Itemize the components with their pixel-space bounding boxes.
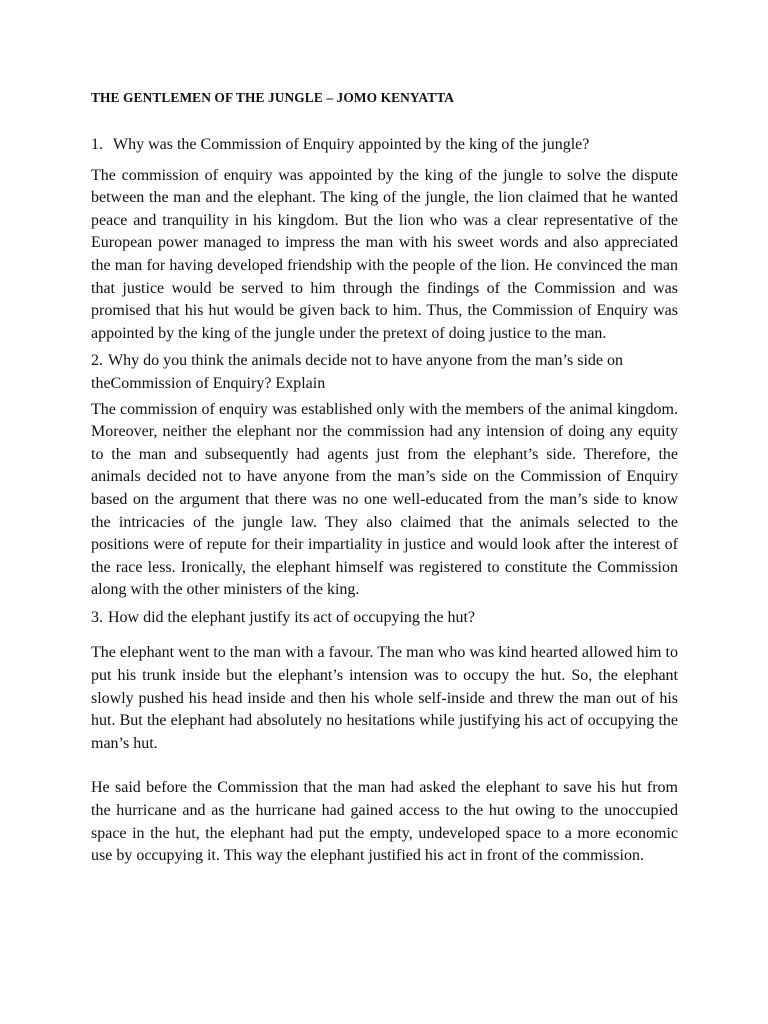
answer-3-paragraph-2: He said before the Commission that the man had asked the elephant to save his hut from the hurricane and as the hurricane had gained access to the hut owing to the unoccupied space in the hut, the elephant had put the empty, undeveloped space to a more economic use by occupying it. This way the elephant justified his act in front of the commission.	[91, 779, 678, 865]
question-2	[91, 350, 678, 395]
question-1-text: Why was the Commission of Enquiry appointed by the king of the jungle?	[113, 136, 590, 153]
answer-1: The commission of enquiry was appointed by the king of the jungle to solve the dispute between the man and the elephant. The king of the jungle, the lion claimed that he wanted peace and tranquility in his kingdom. But the lion who was a clear representative of the European power managed to impress the man with his sweet words and also appreciated the man for having developed friendship with the people of the lion. He convinced the man that justice would be served to him through the findings of the Commission and was promised that his hut would be given back to him. Thus, the Commission of Enquiry was appointed by the king of the jungle under the pretext of doing justice to the man.	[91, 166, 678, 342]
question-2-text: Why do you think the animals decide not to have anyone from the man’s side on theCommission of Enquiry? Explain	[91, 352, 623, 392]
document-page	[91, 90, 678, 873]
question-1	[91, 134, 678, 157]
answer-3-paragraph-1: The elephant went to the man with a favour. The man who was kind hearted allowed him to put his trunk inside but the elephant’s intension was to occupy the hut. So, the elephant slowly pushed his head inside and then his whole self-inside and threw the man out of his hut. But the elephant had absolutely no hesitations while justifying his act of occupying the man’s hut.	[91, 644, 678, 752]
question-3-number: 3.	[91, 608, 103, 626]
question-3	[91, 607, 678, 630]
question-2-number: 2.	[91, 352, 103, 370]
document-title: THE GENTLEMEN OF THE JUNGLE – JOMO KENYATTA	[91, 90, 455, 105]
answer-2: The commission of enquiry was established only with the members of the animal kingdom. Moreover, neither the elephant nor the commission had any intension of doing any equity to the man and subsequently had agents just from the elephant’s side. Therefore, the animals decided not to have anyone from the man’s side on the Commission of Enquiry based on the argument that there was no one well-educated from the man’s side to know the intricacies of the jungle law. They also claimed that the animals selected to the positions were of repute for their impartiality in justice and would look after the interest of the race less. Ironically, the elephant himself was registered to constitute the Commission along with the other ministers of the king.	[91, 400, 678, 599]
question-3-text: How did the elephant justify its act of occupying the hut?	[108, 608, 476, 626]
question-1-number: 1.	[91, 136, 103, 153]
